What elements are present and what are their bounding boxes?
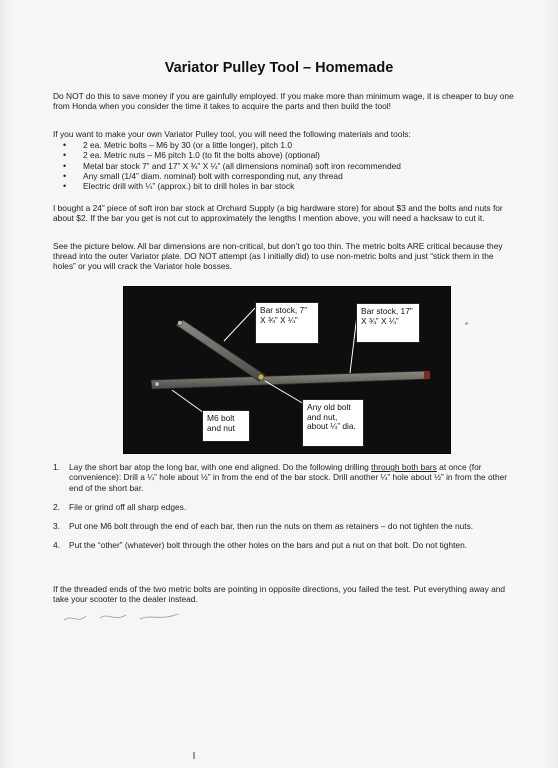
callout-m6-bolt: M6 bolt and nut	[202, 410, 250, 442]
callout-short-bar: Bar stock, 7” X ¾” X ¼”	[255, 302, 319, 344]
step-text: Lay the short bar atop the long bar, with one end aligned. Do the following drilling	[69, 462, 372, 472]
list-item: • Metal bar stock 7” and 17” X ¾” X ¼” (all dimensions nominal) soft iron recommended	[53, 161, 513, 171]
long-bar-stock	[151, 371, 429, 389]
list-item	[53, 521, 513, 531]
step-number: 3.	[53, 521, 60, 532]
page-title: Variator Pulley Tool – Homemade	[164, 60, 394, 76]
list-item: • Any small (1/4” diam. nominal) bolt with corresponding nut, any thread	[53, 171, 513, 181]
tool-photo	[123, 286, 451, 454]
list-item	[53, 502, 513, 512]
callout-old-bolt: Any old bolt and nut, about ¼” dia.	[302, 399, 364, 447]
m6-bolt-head	[154, 381, 159, 386]
leader-line-m6-bolt	[172, 390, 204, 413]
list-item: • 2 ea. Metric nuts – M6 pitch 1.0 (to fit the bolts above) (optional)	[53, 150, 513, 160]
intro-paragraph: Do NOT do this to save money if you are gainfully employed. If you make more than minimum wage, it is cheaper to buy one from Honda when you consider the time it takes to acquire the parts and then build the tool!	[53, 91, 514, 112]
step-text: Put the “other” (whatever) bolt through the other holes on the bars and put a nut on that bolt. Do not tighten.	[69, 540, 468, 551]
scan-speck	[193, 752, 195, 759]
callout-long-bar: Bar stock, 17” X ¾” X ¼”	[356, 303, 420, 343]
list-item: • 2 ea. Metric bolts – M6 by 30 (or a little longer), pitch 1.0	[53, 140, 513, 150]
step-text: Put one M6 bolt through the end of each bar, then run the nuts on them as retainers – do not tighten the nuts.	[69, 521, 474, 532]
closing-paragraph: If the threaded ends of the two metric bolts are pointing in opposite directions, you failed the test. Put everything away and take your scooter to the dealer instead.	[53, 584, 506, 605]
step-number: 4.	[53, 540, 60, 551]
step-number: 1.	[53, 462, 60, 472]
step-number: 2.	[53, 501, 60, 512]
purchase-note: I bought a 24” piece of soft iron bar stock at Orchard Supply (a big hardware store) for about $3 and the bolts and nuts for about $2. If the bar you get is not cut to approximately the lengths I mention above, you will need a hacksaw to cut it.	[53, 203, 503, 224]
instruction-steps	[53, 462, 513, 560]
step-text: File or grind off all sharp edges.	[69, 501, 187, 512]
pencil-scribble	[60, 606, 190, 628]
list-item	[53, 462, 513, 493]
list-item: • Electric drill with ¼” (approx.) bit to drill holes in bar stock	[53, 181, 513, 191]
short-bar-stock	[176, 320, 265, 381]
pivot-bolt	[258, 374, 264, 380]
short-bar-bolt	[178, 321, 183, 326]
materials-intro: If you want to make your own Variator Pulley tool, you will need the following materials and tools:	[53, 129, 411, 139]
picture-note: See the picture below. All bar dimensions are non-critical, but don’t go too thin. The metric bolts ARE critical because they thread into the outer Variator plate. DO NOT attempt (as I initially did) to use non-metric bolts and just “stick them in the holes” or you will crack the Variator hole bosses.	[53, 241, 503, 272]
step-text-continued: at once (for convenience): Drill a ¼” hole about ½” in from the end of the bar stock. Drill another ¼” hole about ½” in from the other end of the short bar.	[69, 462, 508, 493]
list-item	[53, 540, 513, 550]
bar-end-mark	[424, 371, 430, 379]
scan-speck	[465, 322, 468, 325]
materials-list	[53, 140, 513, 191]
leader-line-short-bar	[224, 308, 255, 341]
step-emphasis: through both bars	[371, 462, 437, 472]
